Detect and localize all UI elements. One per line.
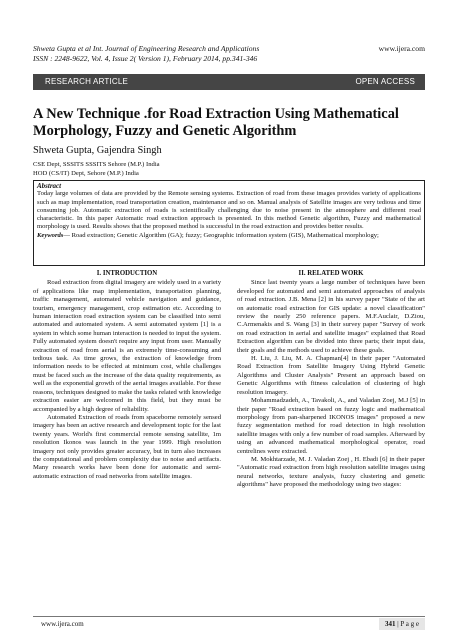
page-label: | P a g e: [395, 620, 419, 628]
footer-site[interactable]: www.ijera.com: [41, 620, 84, 628]
intro-paragraph-1: Road extraction from digital imagery are widely used in a variety of applications like map implementation, transportation planning, traffic management, automated vehicle navigation and guidance, tourism, emergency management, crop estimation etc. According to human interaction road extraction system can be classified into semi automated and automated system. A semi automated system [1] is a system in which some human interaction is needed to input the system. Fully automated system doesn't require any input from user. Manually extraction of road from aerial is an extremely time-consuming and tedious task. As time grows, the extraction of knowledge from information needs to be effected at minimum cost, while challenges must be faced such as the increase of the data quality requirements, as well as the exponential growth of the aerial images available. For these reasons, techniques designed to make the tasks related with knowledge extraction easier are welcomed in this field, but they must be accompanied by a high degree of reliability.: [33, 279, 221, 413]
keywords: [37, 232, 421, 240]
affiliation-2: HOD (CS/IT) Dept, Sehore (M.P.) India: [33, 169, 139, 177]
intro-paragraph-2: Automated Extraction of roads from spaceborne remotely sensed imagery has been an active research and development topic for the last twenty years. World's first commercial remote sensing satellite, 1m resolution Ikonos was launch in the year 1999. High resolution imagery not only provides greater accuracy, but in turn also increases the computational and problem complexity due to noise and artifacts. Many research works have been done for automatic and semi-automatic extraction of road networks from satellite images.: [33, 413, 221, 480]
related-work-column: [237, 270, 425, 490]
related-paragraph-3: Mohammadzadeh, A., Tavakoli, A., and Valadan Zoej, M.J [5] in their paper "Road extraction based on fuzzy logic and mathematical morphology from pan-sharpened IKONOS images" proposed a new fuzzy segmentation method for road detection in high resolution satellite images with only a few number of road samples. Afterward by using an advanced mathematical morphological operator, road centrelines were extracted.: [237, 397, 425, 455]
related-paragraph-4: M. Mokhtarzade, M. J. Valadan Zoej , H. Ebadi [6] in their paper "Automatic road extraction from high resolution satellite images using neural networks, texture analysis, fuzzy clustering and genetic algorithms" have proposed the methodology using two stages:: [237, 455, 425, 489]
page-number: 341: [385, 620, 396, 628]
page-number-box: [379, 618, 425, 630]
page-footer: [33, 616, 425, 628]
keywords-text: — Road extraction; Genetic Algorithm (GA); fuzzy; Geographic information system (GIS), Mathematical morphology;: [63, 231, 379, 239]
introduction-heading: I. INTRODUCTION: [96, 270, 158, 277]
open-access-label: OPEN ACCESS: [355, 77, 415, 86]
introduction-column: [33, 270, 221, 481]
abstract-box: [33, 180, 425, 266]
article-type-band: [33, 74, 425, 90]
citation-line-1: Shweta Gupta et al Int. Journal of Engineering Research and Applications: [33, 44, 260, 53]
affiliation-1: CSE Dept, SSSITS SSSITS Sehore (M.P.) India: [33, 161, 160, 168]
paper-title: A New Technique .for Road Extraction Using Mathematical Morphology, Fuzzy and Genetic Algorithm: [33, 106, 399, 139]
authors: Shweta Gupta, Gajendra Singh: [33, 145, 162, 156]
abstract-heading: Abstract: [37, 182, 62, 190]
related-paragraph-1: Since last twenty years a large number of techniques have been developed for automated and semi automated approaches of analysis of road extraction. J.B. Mena [2] in his survey paper "State of the art on automatic road extraction for GIS update: a novel classification" review the nearly 250 reference papers. M.F.Auclair, D.Ziou, C.Armenakis and S. Wang [3] in their survey paper "Survey of work on road extraction in aerial and satellite images" explained that Road Extraction algorithm can be divided into three parts; their input data, their goals and the methods used to achieve these goals.: [237, 279, 425, 354]
keywords-label: Keywords: [37, 231, 64, 239]
running-header: [33, 44, 425, 64]
journal-url[interactable]: www.ijera.com: [378, 44, 425, 53]
citation-line-2: ISSN : 2248-9622, Vol. 4, Issue 2( Version 1), February 2014, pp.341-346: [33, 54, 258, 63]
affiliations: [33, 161, 160, 178]
related-work-heading: II. RELATED WORK: [298, 270, 364, 277]
research-article-label: RESEARCH ARTICLE: [45, 77, 129, 86]
related-paragraph-2: H. Liu, J. Liu, M. A. Chapman[4] in their paper "Automated Road Extraction from Satellite Imagery Using Hybrid Genetic Algorithms and Cluster Analysis" Present an approach based on Genetic Algorithms with fitness calculation of clustering of high resolution imagery.: [237, 355, 425, 396]
abstract-body: Today large volumes of data are provided by the Remote sensing systems. Extraction of road from these images provides variety of applications such as map implementation, road transportation creation, maintenance and so on. Manual analysis of Satellite images are very tedious and time consuming job. Automatic extraction of roads is scientifically challenging due to noise present in the atmosphere and different road characteristic. In this paper Automatic road extraction approach is presented. In this method Genetic algorithm, Fuzzy and mathematical morphology is used. Results shows that the proposed method is successful in the road extraction and provides better results.: [37, 190, 421, 231]
